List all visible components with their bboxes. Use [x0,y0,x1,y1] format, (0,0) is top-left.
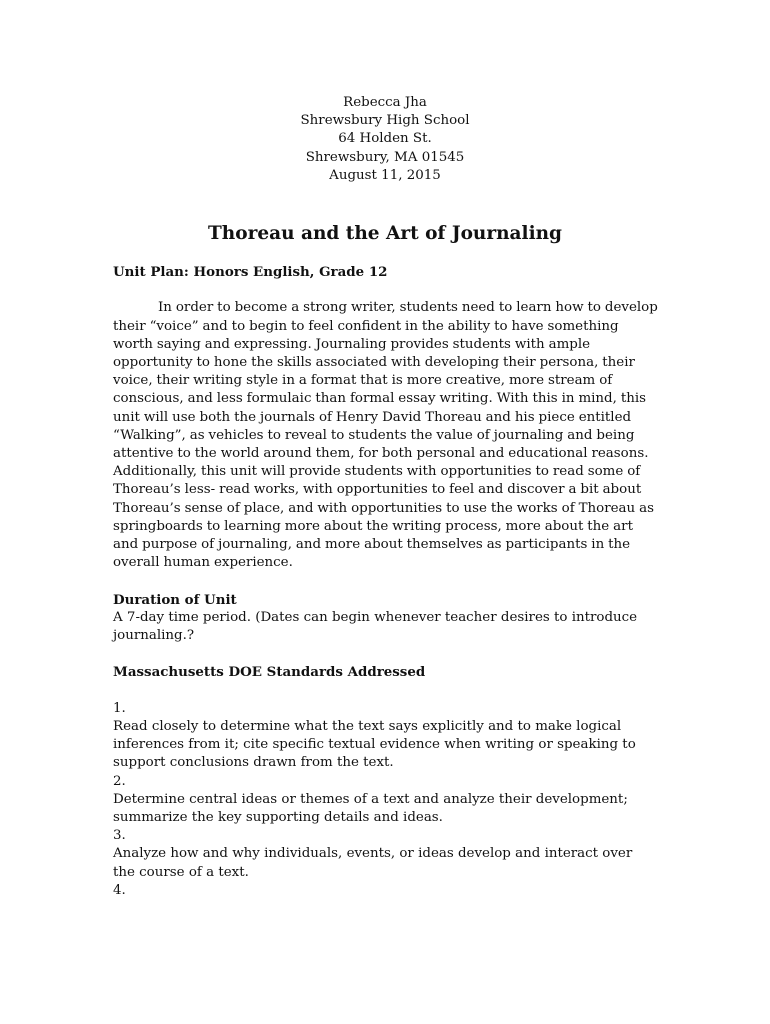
standard-item [113,773,658,828]
author-name: Rebecca Jha [343,95,427,110]
standard-item [113,882,658,900]
letterhead [0,94,770,185]
duration-text: A 7-day time period. (Dates can begin whenever teacher desires to introduce journaling.? [113,609,638,644]
standard-text: Analyze how and why individuals, events, or ideas develop and interact over the course of a text. [113,846,633,880]
intro-paragraph: In order to become a strong writer, students need to learn how to develop their “voice” and to begin to feel confident in the ability to have something worth saying and expressing. Journaling provides students with ample opportunity to hone the skills associated with developing their persona, their voice, their writing style in a format that is more creative, more stream of conscious, and less formulaic than formal essay writing. With this in mind, this unit will use both the journals of Henry David Thoreau and his piece entitled “Walking”, as vehicles to reveal to students the value of journaling and being attentive to the world around them, for both personal and educational reasons. Additionally, this unit will provide students with opportunities to read some of Thoreau’s less- read works, with opportunities to feel and discover a bit about Thoreau’s sense of place, and with opportunities to use the works of Thoreau as springboards to learning more about the writing process, more about the art and purpose of journaling, and more about themselves as participants in the overall human experience. [113,300,658,571]
standards-heading: Massachusetts DOE Standards Addressed [113,664,426,681]
standard-number: 1. [113,700,126,716]
standard-number: 4. [113,882,126,898]
standard-number: 2. [113,773,126,789]
document-body [113,263,658,900]
standard-number: 3. [113,828,126,844]
standard-item [113,700,658,773]
document-title: Thoreau and the Art of Journaling [208,223,562,244]
standard-item [113,827,658,882]
standard-text: Read closely to determine what the text says explicitly and to make logical inferences from it; cite specific textual evidence when writing or speaking to support conclusions drawn from the text. [113,719,636,771]
school-name: Shrewsbury High School [300,113,470,129]
document-date: August 11, 2015 [329,167,441,183]
city-state-zip: Shrewsbury, MA 01545 [305,149,465,165]
duration-heading: Duration of Unit [113,591,237,608]
street-address: 64 Holden St. [338,131,432,147]
standards-list [113,700,658,900]
unit-plan-subtitle: Unit Plan: Honors English, Grade 12 [113,264,388,280]
standard-text: Determine central ideas or themes of a text and analyze their development; summarize the key supporting details and ideas. [113,791,628,826]
